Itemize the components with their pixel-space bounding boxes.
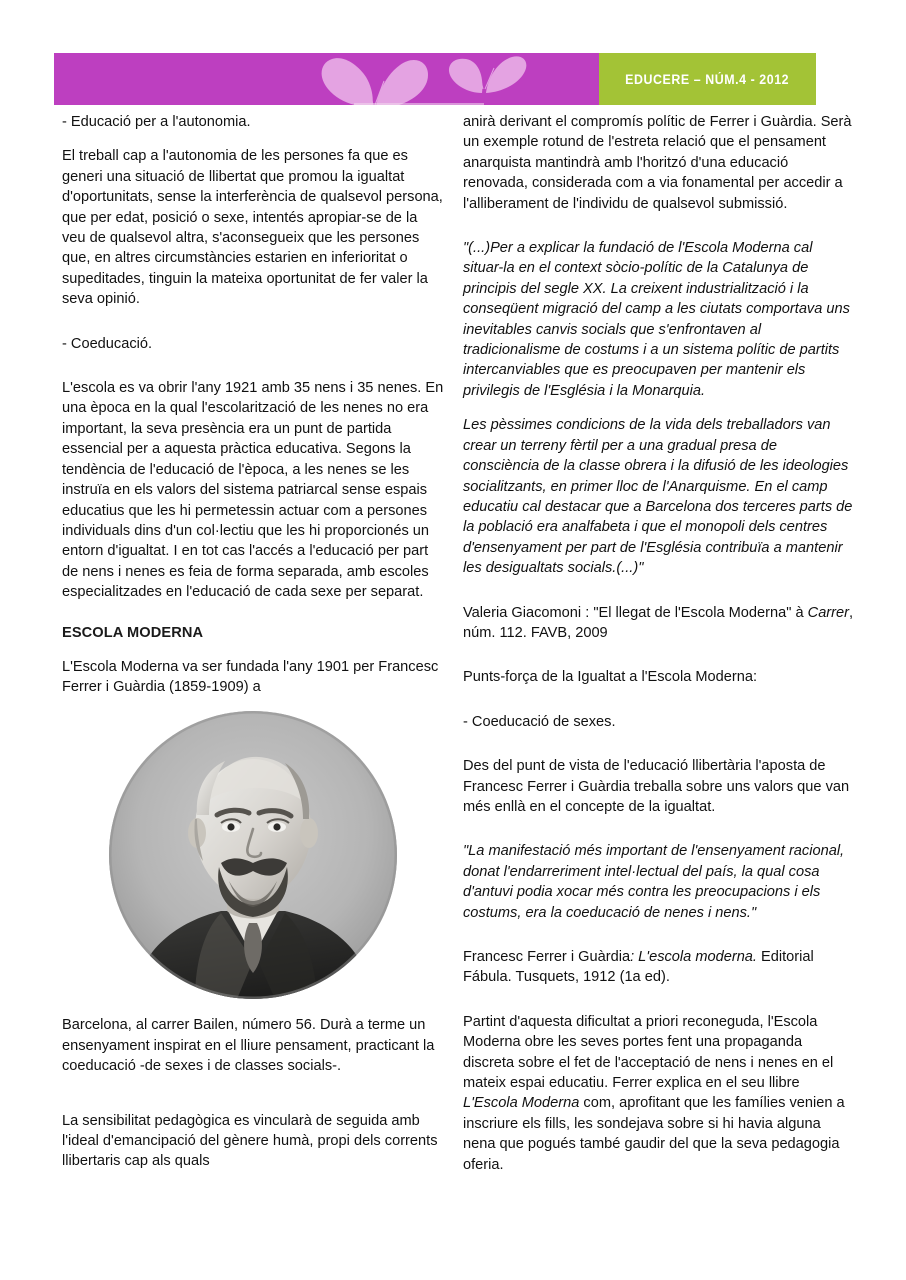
paragraph-partint xyxy=(463,1012,855,1175)
quote-giacomoni-part1: "(...)Per a explicar la fundació de l'Escola Moderna cal situar-la en el context sòcio-polític de la Catalunya de principis del segle XX. La creixent industrialització i la conseqüent migració del camp a les ciutats comportava uns inevitables canvis socials que s'enfrontaven al tradicionalisme de costums i a un sistema polític de partits intercanviables que es preocupaven per mantenir els privilegis de l'Església i la Monarquia. xyxy=(463,240,850,399)
quote-ferrer-manifestacio: "La manifestació més important de l'ensenyament racional, donat l'endarreriment intel·lectual del país, la qual cosa d'antuvi podia xocar més contra les preocupacions i els costums, era la coeducació de nenes i nens." xyxy=(463,843,845,921)
paragraph-barcelona-caption: Barcelona, al carrer Bailen, número 56. Durà a terme un ensenyament inspirat en el lliure pensament, practicant la coeducació -de sexes i de classes socials-. xyxy=(62,1017,435,1075)
portrait-ferrer-i-guardia xyxy=(109,711,397,999)
paragraph-partint-pre: Partint d'aquesta dificultat a priori reconeguda, l'Escola Moderna obre les seves portes fent una propaganda discreta sobre el fet de l'acceptació de nens i nenes en el mateix espai educatiu. Ferrer explica en el seu llibre xyxy=(463,1013,834,1092)
paragraph-sensibilitat: La sensibilitat pedagògica es vincularà de seguida amb l'ideal d'emancipació del gènere humà, propi dels corrents llibertaris cap als quals xyxy=(62,1112,438,1170)
left-column xyxy=(62,112,444,1186)
banner-magenta-block xyxy=(54,53,599,105)
portrait-image xyxy=(109,711,397,999)
paragraph-treball-autonomia: El treball cap a l'autonomia de les persones fa que es generi una situació de llibertat que promou la igualtat d'oportunitats, sense la interferència de qualsevol persona, que per edat, posició o sexe, intentés apropiar-se de la veu de qualsevol altra, s'aconsegueix que les persones que, en altres circumstàncies estarien en inferioritat o supeditades, tinguin la mateixa oportunitat de fer valer la seva opinió. xyxy=(62,148,443,308)
paragraph-punt-de-vista: Des del punt de vista de l'educació llibertària l'aposta de Francesc Ferrer i Guàrdia treballa sobre uns valors que van més enllà en el concepte de la igualtat. xyxy=(463,758,850,815)
bullet-educacio-autonomia: - Educació per a l'autonomia. xyxy=(62,114,251,130)
banner-green-block xyxy=(599,53,816,105)
citation-giacomoni-post: , núm. 112. FAVB, 2009 xyxy=(463,604,854,641)
citation-giacomoni-pre: Valeria Giacomoni : "El llegat de l'Escola Moderna" à xyxy=(463,604,808,621)
paragraph-punts-forca: Punts-força de la Igualtat a l'Escola Moderna: xyxy=(463,669,758,686)
citation-ferrer xyxy=(463,947,855,988)
bullet-coeducacio-sexes: - Coeducació de sexes. xyxy=(463,713,616,730)
citation-ferrer-pre: Francesc Ferrer i Guàrdia xyxy=(463,949,631,965)
citation-giacomoni xyxy=(463,603,855,644)
right-column xyxy=(463,112,855,1189)
paragraph-fundada: L'Escola Moderna va ser fundada l'any 1901 per Francesc Ferrer i Guàrdia (1859-1909) a xyxy=(62,658,439,695)
page-header-banner xyxy=(54,53,816,105)
paragraph-escola-obrir: L'escola es va obrir l'any 1921 amb 35 nens i 35 nenes. En una època en la qual l'escolarització de les nenes no era important, la seva presència era un punt de partida essencial per a aquesta pràctica educativa. Segons la tendència de l'educació de l'època, a les nenes se les instruïa en els valors del sistema patriarcal sense espais educatius que les hi permetessin actuar com a persones individuals dins d'un col·lectiu que les hi proporcionés un entorn d'igualtat. I en tot cas l'accés a l'educació per part de nens i nenes es feia de forma separada, amb escoles especialitzades en l'educació de cada sexe per separat. xyxy=(62,380,444,601)
heading-escola-moderna: ESCOLA MODERNA xyxy=(62,624,204,641)
paragraph-partint-post: com, aprofitant que les famílies venien a inscriure els fills, les sondejava sobre si hi havia alguna nena que pogués també gaudir del que la seva pedagogia oferia. xyxy=(463,1095,845,1173)
bullet-coeducacio: - Coeducació. xyxy=(62,335,153,352)
portrait-figure xyxy=(62,711,444,999)
issue-label: EDUCERE – NÚM.4 - 2012 xyxy=(625,71,790,87)
butterfly-graphic-icon xyxy=(54,53,599,105)
paragraph-compromis-politic: anirà derivant el compromís polític de Ferrer i Guàrdia. Serà un exemple rotund de l'estreta relació que el pensament anarquista mantindrà amb l'horitzó d'una educació renovada, considerada com a via fonamental per accedir a l'alliberament de l'individu de qualsevol submissió. xyxy=(463,114,852,212)
quote-giacomoni-part2: Les pèssimes condicions de la vida dels treballadors van crear un terreny fèrtil per a una gradual presa de consciència de la classe obrera i la difusió de les ideologies socialitzants, en primer lloc de l'Anarquisme. En el camp educatiu cal destacar que a Barcelona dos terceres parts de la població era analfabeta i que el monopoli dels centres d'ensenyament per part de l'Església contribuïa a mantenir les desigualtats socials.(...)" xyxy=(463,417,853,577)
citation-ferrer-post: Editorial Fábula. Tusquets, 1912 (1a ed). xyxy=(463,949,814,986)
citation-ferrer-title: : L'escola moderna. xyxy=(630,949,757,965)
paragraph-partint-title: L'Escola Moderna xyxy=(463,1095,580,1112)
citation-giacomoni-title: Carrer xyxy=(807,604,850,621)
